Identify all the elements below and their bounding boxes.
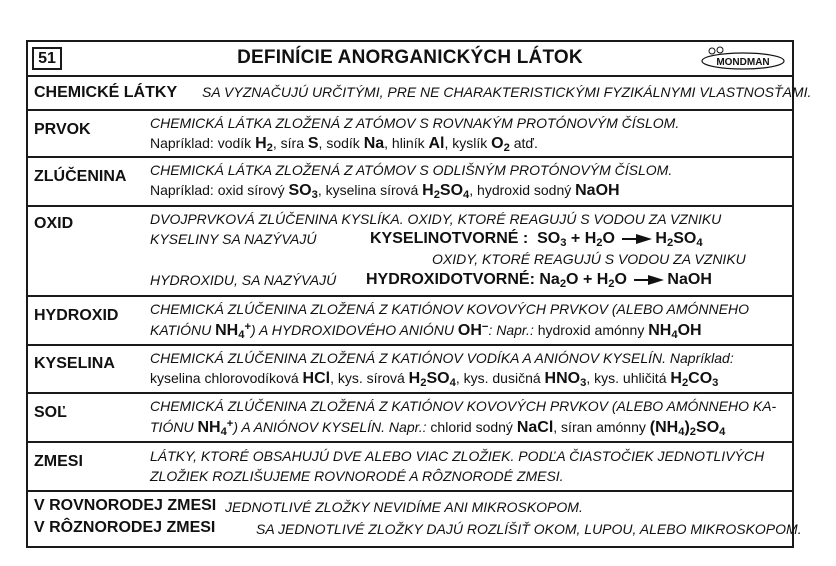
equation-kyselinotvorne: $SO_3 + H_2O$ $H_2SO_4$ [537,230,703,249]
definition-roznorodej-zmesi: SA JEDNOTLIVÉ ZLOŽKY DAJÚ ROZLÍŠIŤ OKOM, LUPOU, ALEBO MIKROSKOPOM. [256,521,802,537]
sol-line-1: CHEMICKÁ ZLÚČENINA ZLOŽENÁ Z KATIÓNOV KOVOVÝCH PRVKOV (ALEBO AMÓNNEHO KA- [150,398,777,414]
definitions-card [26,40,812,548]
example-hydroxid: hydroxid amónny [533,322,645,338]
example-word: , síran amónny [553,419,646,435]
formula-nacl: NaCl [516,419,554,436]
formula-na: Na [363,135,385,152]
row-prvok [28,111,792,156]
definition-rovnorodej-zmesi: JEDNOTLIVÉ ZLOŽKY NEVIDÍME ANI MIKROSKOPOM. [225,499,583,515]
formula-o2: $O_2$ [491,135,510,154]
term-chemicke-latky: CHEMICKÉ LÁTKY [34,84,178,101]
card-number: 51 [32,47,62,70]
formula-h2: $H_2$ [255,135,273,154]
zmesi-line-2: ZLOŽIEK ROZLIŠUJEME ROVNORODÉ A RÔZNORODÉ ZMESI. [150,468,564,484]
row-hydroxid [28,297,792,344]
label-kyselinotvorne: KYSELINOTVORNÉ : [370,230,529,247]
formula-hcl: HCl [302,370,331,387]
row-zmesi [28,443,792,490]
formula-h2co3: $H_2CO_3$ [670,370,719,389]
example-prefix: Napríklad: vodík [150,135,252,151]
label-hydroxidotvorne: HYDROXIDOTVORNÉ: [366,271,535,288]
term-prvok: PRVOK [34,121,91,138]
example-word: , kyslík [444,135,488,151]
example-word: chlorid sodný [426,419,513,435]
formula-hno3: $HNO_3$ [544,370,587,389]
example-word: , síra [272,135,304,151]
formula-nh4-cation: $NH_4^+$ [215,321,251,341]
oxid-hydroxidotvorne [366,270,712,290]
example-word: , kyselina sírová [317,182,419,198]
reaction-arrow-icon [622,234,652,244]
definition-chemicke-latky: SA VYZNAČUJÚ URČITÝMI, PRE NE CHARAKTERISTICKÝMI FYZIKÁLNYMI VLASTNOSŤAMI. [202,84,812,100]
term-hydroxid: HYDROXID [34,307,119,324]
definition-zlucenina: CHEMICKÁ LÁTKA ZLOŽENÁ Z ATÓMOV S ODLIŠNÝM PROTÓNOVÝM ČÍSLOM. [150,162,673,178]
example-prefix: Napríklad: oxid sírový [150,182,285,198]
page-title: DEFINÍCIE ANORGANICKÝCH LÁTOK [237,47,583,68]
term-kyselina: KYSELINA [34,355,115,372]
sol-line-2: TIÓNU $NH_4^+$) A ANIÓNOV KYSELÍN. Napr.: chlorid sodný NaCl, síran amónny $(NH_4)_2SO_4$ [150,418,726,438]
formula-h2so4: $H_2SO_4$ [408,370,456,389]
oxid-line-4: HYDROXIDU, SA NAZÝVAJÚ [150,272,337,288]
kyselina-examples: kyselina chlorovodíková HCl, kys. sírová $H_2SO_4$, kys. dusičná $HNO_3$, kys. uhličitá $H_2CO_3$ [150,370,719,389]
formula-nh4-2-so4: $(NH_4)_2SO_4$ [649,419,726,438]
equation-hydroxidotvorne: $Na_2O + H_2O$ NaOH [539,271,712,290]
formula-naoh: NaOH [575,182,620,199]
hydroxid-line-1: CHEMICKÁ ZLÚČENINA ZLOŽENÁ Z KATIÓNOV KOVOVÝCH PRVKOV (ALEBO AMÓNNEHO [150,301,749,317]
formula-so3: $SO_3$ [288,182,318,201]
kyselina-line-1: CHEMICKÁ ZLÚČENINA ZLOŽENÁ Z KATIÓNOV VODÍKA A ANIÓNOV KYSELÍN. Napríklad: [150,350,734,366]
oxid-line-1: DVOJPRVKOVÁ ZLÚČENINA KYSLÍKA. OXIDY, KTORÉ REAGUJÚ S VODOU ZA VZNIKU [150,211,722,227]
example-prvok [150,133,538,154]
formula-nh4oh: $NH_4OH$ [648,322,702,341]
oxid-kyselinotvorne [370,229,703,249]
row-sol [28,394,792,441]
example-word: , sodík [318,135,360,151]
oxid-line-3: OXIDY, KTORÉ REAGUJÚ S VODOU ZA VZNIKU [432,251,746,267]
row-chemicke-latky [28,77,812,109]
hydroxid-line-2: KATIÓNU $NH_4^+$) A HYDROXIDOVÉHO ANIÓNU OH−: Napr.: hydroxid amónny $NH_4OH$ [150,321,702,341]
row-oxid [28,207,792,295]
example-word: , hliník [384,135,425,151]
oxid-line-2: KYSELINY SA NAZÝVAJÚ [150,231,317,247]
row-zmesi-typy [28,492,802,546]
formula-al: Al [428,135,445,152]
example-suffix: atď. [509,135,538,151]
mondman-logo [700,46,786,70]
term-zlucenina: ZLÚČENINA [34,168,127,185]
term-zmesi: ZMESI [34,453,83,470]
example-word: , hydroxid sodný [469,182,572,198]
reaction-arrow-icon [634,275,664,285]
logo-text: MONDMAN [716,57,770,68]
row-kyselina [28,346,792,392]
row-zlucenina [28,158,792,205]
definition-prvok: CHEMICKÁ LÁTKA ZLOŽENÁ Z ATÓMOV S ROVNAKÝM PROTÓNOVÝM ČÍSLOM. [150,115,680,131]
term-sol: SOĽ [34,404,67,421]
zmesi-line-1: LÁTKY, KTORÉ OBSAHUJÚ DVE ALEBO VIAC ZLOŽIEK. PODĽA ČIASTOČIEK JEDNOTLIVÝCH [150,448,765,464]
formula-s: S [307,135,319,152]
term-oxid: OXID [34,215,74,232]
formula-h2so4: $H_2SO_4$ [422,182,470,201]
term-rovnorodej-zmesi: V ROVNORODEJ ZMESI [34,497,217,514]
example-zlucenina [150,180,620,201]
term-roznorodej-zmesi: V RÔZNORODEJ ZMESI [34,519,216,536]
formula-oh-anion: OH− [457,321,489,339]
formula-nh4-cation: $NH_4^+$ [197,418,234,438]
